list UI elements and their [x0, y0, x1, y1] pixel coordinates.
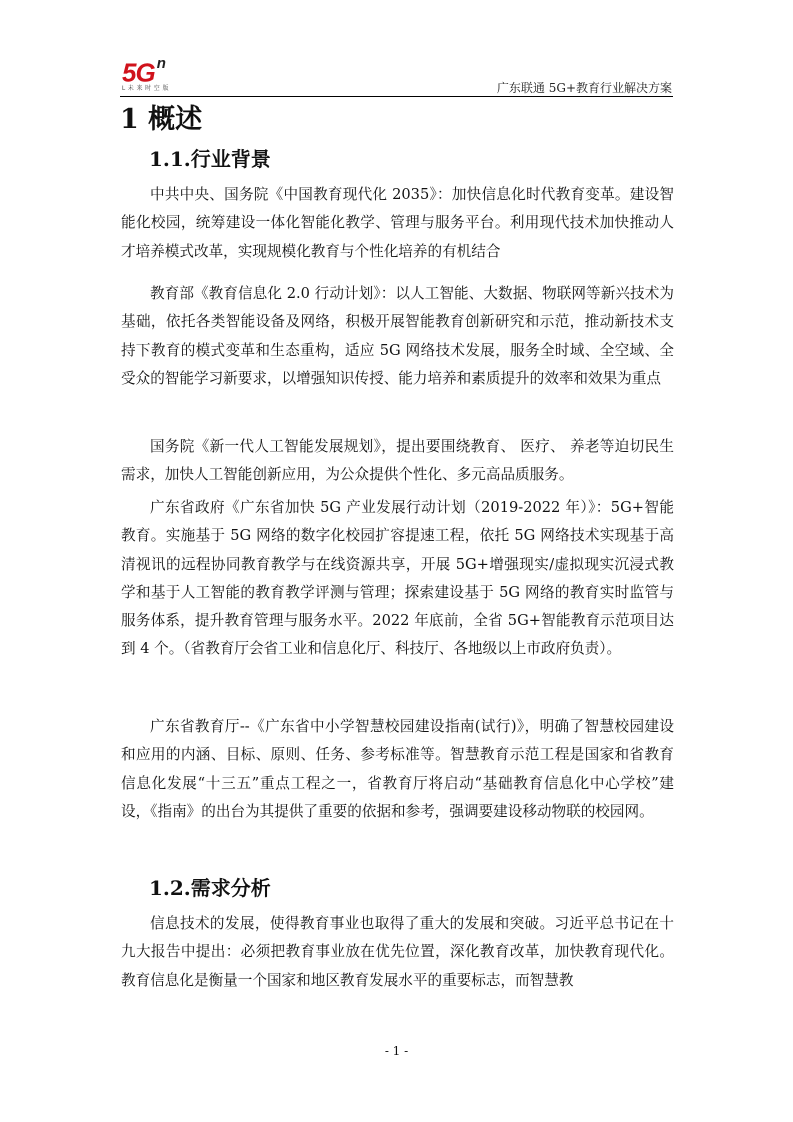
logo-superscript: n — [156, 55, 165, 72]
paragraph: 广东省政府《广东省加快 5G 产业发展行动计划（2019-2022 年）》：5G+智能教育。实施基于 5G 网络的数字化校园扩容提速工程，依托 5G 网络技术实现基于高清视讯的远程协同教育教学与在线资源共享，开展 5G+增强现实/虚拟现实沉浸式教学和基于人工智能的教育教学评测与管理；探索建设基于 5G 网络的教育实时监管与服务体系，提升教育管理与服务水平。2022 年底前，全省 5G+智能教育示范项目达到 4 个。（省教育厅会省工业和信息化厅、科技厅、各地级以上市政府负责）。 — [121, 499, 674, 658]
section-title-industry-background: 1.1.行业背景 — [149, 147, 271, 171]
paragraph: 教育部《教育信息化 2.0 行动计划》：以人工智能、大数据、物联网等新兴技术为基础，依托各类智能设备及网络，积极开展智能教育创新研究和示范，推动新技术支持下教育的模式变革和生态重构，适应 5G 网络技术发展，服务全时域、全空域、全受众的智能学习新要求，以增强知识传授、能力培养和素质提升的效率和效果为重点 — [121, 285, 674, 387]
logo-mark — [122, 54, 165, 87]
running-header-title: 广东联通 5G+教育行业解决方案 — [496, 81, 672, 95]
section-title-requirements-analysis: 1.2.需求分析 — [149, 876, 271, 900]
header-divider — [120, 96, 673, 97]
logo-text: 5G — [122, 57, 155, 88]
paragraph: 广东省教育厅--《广东省中小学智慧校园建设指南(试行)》，明确了智慧校园建设和应用的内涵、目标、原则、任务、参考标准等。智慧教育示范工程是国家和省教育信息化发展“十三五”重点工程之一，省教育厅将启动“基础教育信息化中心学校”建设，《指南》的出台为其提供了重要的依据和参考，强调要建设移动物联的校园网。 — [121, 718, 674, 820]
unicom-5g-logo — [122, 54, 202, 96]
paragraph: 国务院《新一代人工智能发展规划》，提出要围绕教育、 医疗、 养老等迫切民生需求，加快人工智能创新应用，为公众提供个性化、多元高品质服务。 — [121, 438, 674, 484]
paragraph: 中共中央、国务院《中国教育现代化 2035》：加快信息化时代教育变革。建设智能化校园，统筹建设一体化智能化教学、管理与服务平台。利用现代技术加快推动人才培养模式改革，实现规模化教育与个性化培养的有机结合 — [121, 186, 674, 260]
logo-tagline: L 未 来 时 空 版 — [122, 86, 169, 92]
chapter-title: 1 概述 — [120, 104, 203, 135]
paragraph: 信息技术的发展，使得教育事业也取得了重大的发展和突破。习近平总书记在十九大报告中提出：必须把教育事业放在优先位置，深化教育改革，加快教育现代化。教育信息化是衡量一个国家和地区教育发展水平的重要标志，而智慧教 — [121, 915, 674, 989]
page-number: - 1 - — [384, 1044, 409, 1058]
